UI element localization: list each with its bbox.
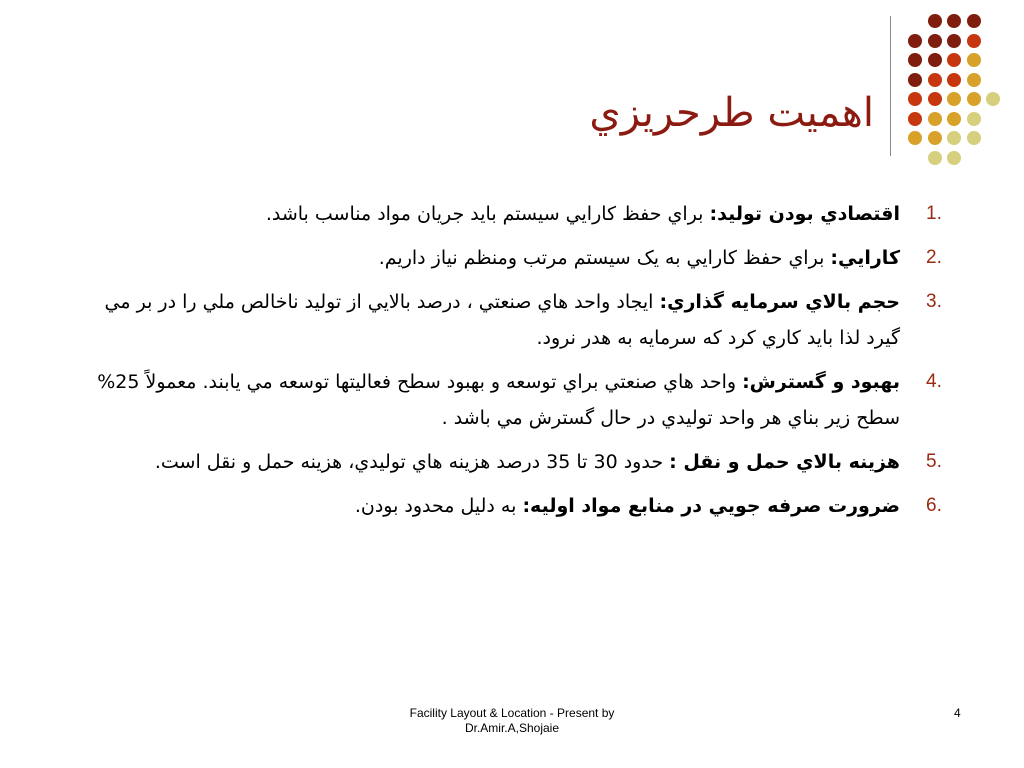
decorative-dot <box>908 92 922 106</box>
slide-title: اهميت طرحريزي <box>589 90 874 136</box>
list-item <box>70 240 942 276</box>
decorative-dot <box>967 131 981 145</box>
decorative-dot <box>947 151 961 165</box>
footer-line-2: Dr.Amir.A,Shojaie <box>464 721 560 735</box>
decorative-dot <box>947 112 961 126</box>
decorative-dot <box>947 53 961 67</box>
decorative-dot <box>967 112 981 126</box>
item-lead: ضرورت صرفه جويي در منابع مواد اوليه: <box>522 495 900 517</box>
decorative-dot <box>928 151 942 165</box>
decorative-dot <box>908 112 922 126</box>
decorative-dot <box>967 14 981 28</box>
item-lead: اقتصادي بودن توليد: <box>709 203 900 225</box>
decorative-dot <box>947 34 961 48</box>
item-text: ايجاد واحد هاي صنعتي ، درصد بالايي از توليد ناخالص ملي را در بر مي گيرد لذا بايد كاري كرد كه سرمايه به هدر نرود. <box>104 291 900 349</box>
decorative-dot <box>928 131 942 145</box>
list-item <box>70 488 942 524</box>
item-number: 2. <box>926 247 942 268</box>
item-lead: حجم بالاي سرمايه گذاري: <box>659 291 900 313</box>
decorative-dot <box>908 53 922 67</box>
decorative-dot <box>928 73 942 87</box>
item-lead: هزينه بالاي حمل و نقل : <box>669 451 900 473</box>
decorative-dot <box>928 92 942 106</box>
decorative-dot <box>908 34 922 48</box>
footer-line-1: Facility Layout & Location - Present by <box>409 706 615 720</box>
decorative-dot <box>928 53 942 67</box>
decorative-dot <box>947 73 961 87</box>
item-text: واحد هاي صنعتي براي توسعه و بهبود سطح فعاليتها توسعه مي يابند. معمولاً 25% سطح زير بناي هر واحد توليدي در حال گسترش مي باشد . <box>97 371 900 429</box>
item-number: 5. <box>926 451 942 472</box>
decorative-dot <box>967 53 981 67</box>
decorative-dot <box>986 92 1000 106</box>
decorative-dot <box>947 14 961 28</box>
page-number: 4 <box>954 706 961 720</box>
item-text: حدود 30 تا 35 درصد هزينه هاي توليدي، هزينه حمل و نقل است. <box>154 451 670 473</box>
decorative-dot <box>967 34 981 48</box>
list-item <box>70 364 942 436</box>
item-number: 4. <box>926 371 942 392</box>
decorative-dot <box>928 14 942 28</box>
item-text: به دليل محدود بودن. <box>354 495 523 517</box>
decorative-dot <box>947 92 961 106</box>
decorative-dot <box>908 73 922 87</box>
dot-grid-decoration <box>908 14 1012 164</box>
item-number: 6. <box>926 495 942 516</box>
decorative-dot <box>947 131 961 145</box>
item-number: 3. <box>926 291 942 312</box>
list-item <box>70 284 942 356</box>
numbered-list <box>70 196 942 532</box>
list-item <box>70 196 942 232</box>
item-lead: بهبود و گسترش: <box>742 371 900 393</box>
decorative-dot <box>928 34 942 48</box>
vertical-divider <box>890 16 891 156</box>
item-lead: كارايي: <box>830 247 900 269</box>
decorative-dot <box>967 92 981 106</box>
decorative-dot <box>928 112 942 126</box>
slide-footer <box>362 706 662 736</box>
item-number: 1. <box>926 203 942 224</box>
item-text: براي حفظ كارايي به يک سيستم مرتب ومنظم نياز داريم. <box>378 247 831 269</box>
decorative-dot <box>967 73 981 87</box>
item-text: براي حفظ كارايي سيستم بايد جريان مواد مناسب باشد. <box>265 203 710 225</box>
list-item <box>70 444 942 480</box>
decorative-dot <box>908 131 922 145</box>
